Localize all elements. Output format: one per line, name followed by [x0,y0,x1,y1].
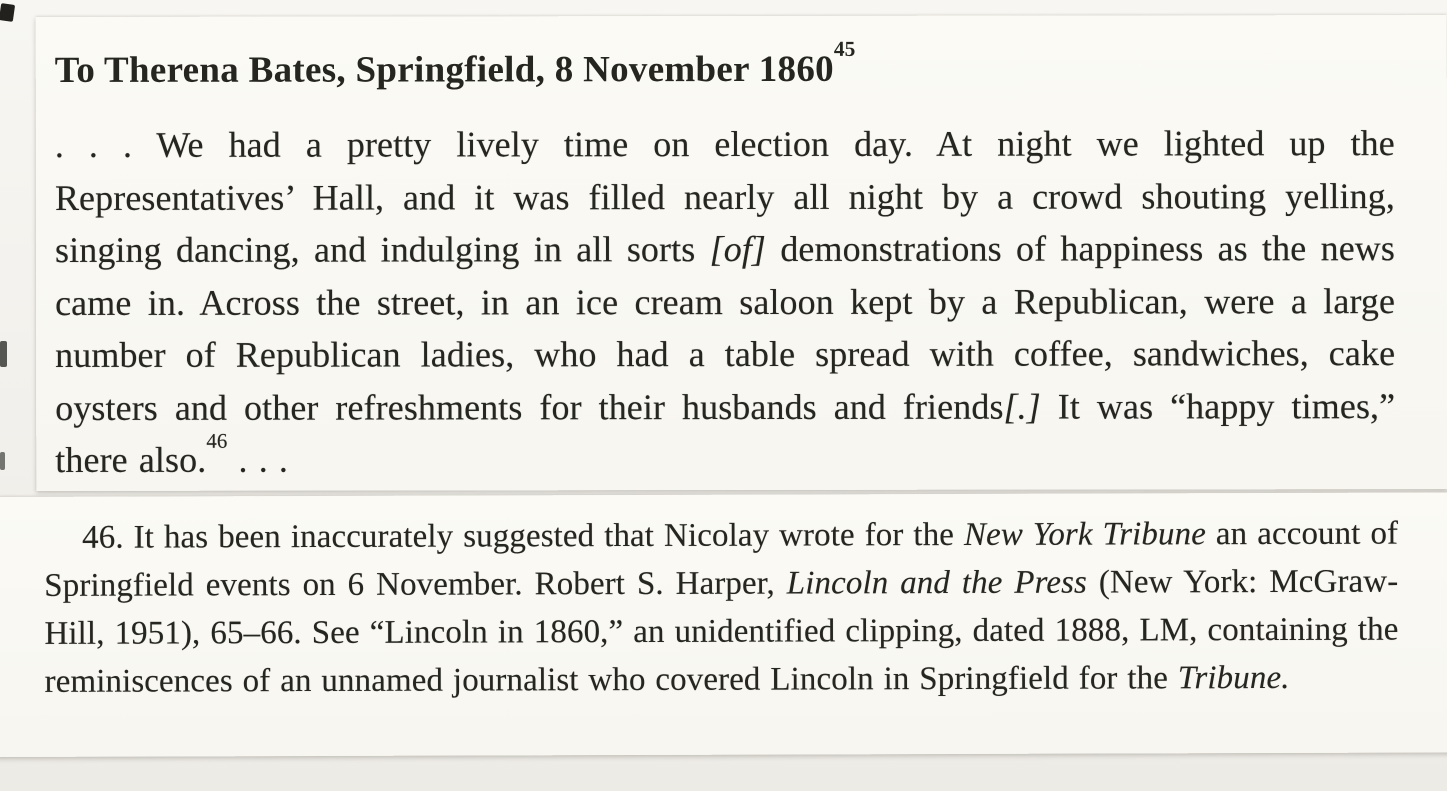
footnote-46-text: 46. It has been inaccurately suggested that Nicolay wrote for the New York Tribune an account of Springfield events on 6 November. Robert S. Harper, Lincoln and the Press (New York: McGraw-Hill, 1951), 65–66. See “Lincoln in 1860,” an unidentified clipping, dated 1888, LM, containing the reminiscences of an unnamed journalist who covered Lincoln in Springfield for the Tribune. [44,515,1399,700]
letter-heading-text: To Therena Bates, Springfield, 8 November 1860 [54,48,834,91]
paper-strip-letter [36,15,1447,491]
scan-smudge-top-left-icon [0,3,15,22]
paper-strip-footnote [0,492,1447,757]
footnote-ref-45: 45 [833,36,856,61]
letter-body-paragraph: . . . We had a pretty lively time on election day. At night we lighted up the Representatives’ Hall, and it was filled nearly all night by a crowd shouting yelling, singing dancing, and indulging in all sorts [of] demonstrations of happiness as the news came in. Across the street, in an ice cream saloon kept by a Republican, were a large number of Republican ladies, who had a table spread with coffee, sandwiches, cake oysters and other refreshments for their husbands and friends[.] It was “happy times,” there also.$^{46}$ . . . [54,123,1396,480]
letter-heading [54,36,1395,97]
scan-smudge-low-left-icon [0,452,5,470]
scan-smudge-mid-left-icon [0,341,7,367]
